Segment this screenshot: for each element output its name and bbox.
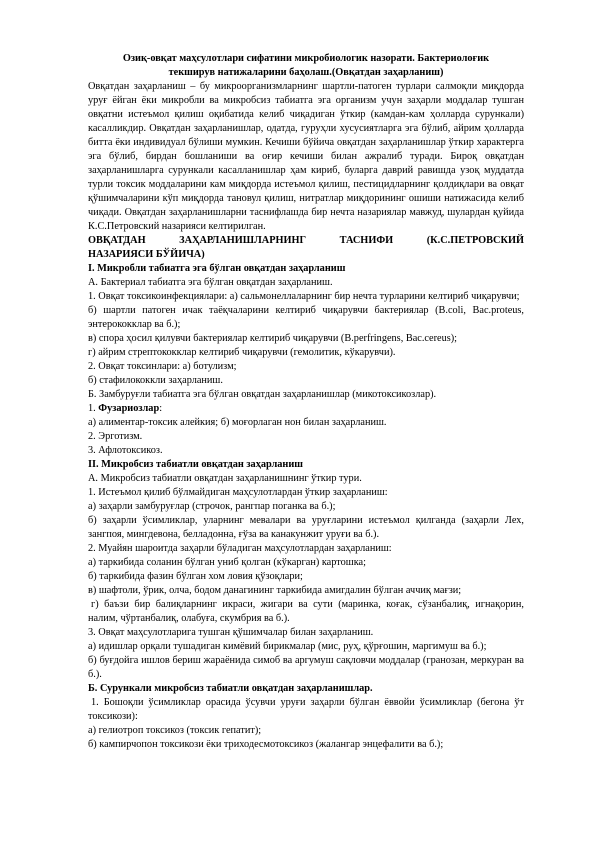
heading-word-4: (К.С.ПЕТРОВСКИЙ [426, 235, 524, 246]
section-2-item-1: 1. Истеъмол қилиб бўлмайдиган маҳсулотлардан ўткир заҳарланиш: [88, 487, 388, 498]
section-2-b: Б. Сурункали микробсиз табиатли овқатдан заҳарланишлар. [88, 683, 373, 694]
section-2-b-item-1: 1. Бошоқли ўсимликлар орасида ўсувчи уруғи заҳарли бўлган ёввойи ўсимликлар (бегона ўт токсикози): [88, 697, 524, 722]
section-1-item-1b: б) шартли патоген ичак таёқчаларини келтириб чиқарувчи бактериялар (B.coli, Bac.proteus, энтерококклар ва б.); [88, 305, 524, 330]
fusariosis-suffix: : [159, 403, 163, 414]
section-1-item-2: 2. Овқат токсинлари: а) ботулизм; [88, 361, 237, 372]
section-1-b-item-1a: а) алиментар-токсик алейкия; б) моғорлаган нон билан заҳарланиш. [88, 417, 387, 428]
section-2-item-2b: б) таркибида фазин бўлган хом ловия қўзоқлари; [88, 571, 303, 582]
section-1-b-item-2: 2. Эрготизм. [88, 431, 143, 442]
section-2-item-3a: а) идишлар орқали тушадиган кимёвий бирикмалар (мис, руҳ, қўрғошин, маргимуш ва б.); [88, 641, 487, 652]
section-1-item-1c: в) спора ҳосил қилувчи бактериялар келтириб чиқарувчи (B.perfringens, Bac.cereus); [88, 333, 458, 344]
fusariosis-label: Фузариозлар [98, 403, 160, 414]
section-1-title: I. Микробли табиатга эга бўлган овқатдан заҳарланиш [88, 263, 346, 274]
classification-heading [88, 234, 524, 248]
section-1-a: А. Бактериал табиатга эга бўлган овқатдан заҳарланиш. [88, 277, 333, 288]
intro-paragraph: Овқатдан заҳарланиш – бу микроорганизмларнинг шартли-патоген турлари салмоқли миқдорда уруғ ёйган ёки микробли ва микробсиз табиатга эга организм учун заҳарли моддалар тушган овқатни истеъмол қилиш оқибатида келиб чиқадиган ўткир (камдан-кам ҳолларда сурункали) касалликдир. Овқатдан заҳарланишлар, одатда, гуруҳли хусусиятларга эга бўлиб, айрим ҳолларда битта ёки индивидуал бўлиши мумкин. Кечиши бўйича овқатдан заҳарланишлар ўткир характерга эга бўлиб, бирдан бошланиши ва оғир кечиши билан ажралиб туради. Бироқ овқатдан заҳарланишларга сурункали касалланишлар ҳам кириб, буларга даврий равишда узоқ муддатда турли токсик моддаларини кам миқдорда истеъмол қилиш, пестицидларнинг қолдиқлари ва овқат қўшимчаларини кўп миқдорда тановул қилиш, нитратлар миқдорининг ошиши натижасида келиб чиқади. Овқатдан заҳарланишларни таснифлашда бир нечта назариялар мавжуд, шулардан қуйида К.С.Петровский назарияси келтирилган. [88, 81, 524, 232]
section-1-item-2b: б) стафилококкли заҳарланиш. [88, 375, 223, 386]
section-2-item-3b: б) буғдойга ишлов бериш жараёнида симоб ва аргумуш сақловчи моддалар (гранозан, меркуран ва б.). [88, 655, 524, 680]
heading-word-2: ЗАҲАРЛАНИШЛАРНИНГ [179, 235, 307, 246]
title-line-1: Озиқ-овқат маҳсулотлари сифатини микробиологик назорати. Бактериолоғик [122, 53, 490, 64]
classification-heading-line-2: НАЗАРИЯСИ БЎЙИЧА) [88, 249, 205, 260]
section-2-item-2a: а) таркибида соланин бўлган униб қолган (кўкарган) картошка; [88, 557, 366, 568]
section-2-item-3: 3. Овқат маҳсулотларига тушган қўшимчалар билан заҳарланиш. [88, 627, 374, 638]
section-2-title: II. Микробсиз табиатли овқатдан заҳарланиш [88, 459, 303, 470]
section-2-item-1b: б) заҳарли ўсимликлар, уларнинг мевалари ва уруғларини истеъмол қилганда (заҳарли Лех, зангпоя, мингдевона, белладонна, ғўза ва канакунжит уруғи ва б.). [88, 515, 524, 540]
fusariosis-prefix: 1. [88, 403, 99, 414]
section-1-item-1: 1. Овқат токсикоинфекциялари: а) сальмонеллаларнинг бир нечта турларини келтириб чиқарувчи; [88, 291, 520, 302]
section-2-item-1a: а) заҳарли замбуруғлар (строчок, рангпар поганка ва б.); [88, 501, 336, 512]
section-2-b-item-1a: а) гелиотроп токсикоз (токсик гепатит); [88, 725, 262, 736]
section-1-item-1d: г) айрим стрептококклар келтириб чиқарувчи (гемолитик, кўкарувчи). [88, 347, 396, 358]
section-1-b: Б. Замбуруғли табиатга эга бўлган овқатдан заҳарланишлар (микотоксикозлар). [88, 389, 437, 400]
section-1-b-item-1 [88, 402, 524, 416]
document-title [88, 52, 524, 80]
section-1-b-item-3: 3. Афлотоксикоз. [88, 445, 163, 456]
heading-word-1: ОВҚАТДАН [88, 235, 146, 246]
section-2-item-2d: г) баъзи бир балиқларнинг икраси, жигари ва сути (маринка, коғак, сўзанбалиқ, игнақорин, налим, чўртанбалиқ, олабуға, скумбрия ва б.). [88, 599, 524, 624]
document-page [88, 52, 524, 752]
title-line-2: текширув натижаларини баҳолаш.(Овқатдан заҳарланиш) [168, 67, 444, 78]
heading-word-3: ТАСНИФИ [339, 235, 394, 246]
section-2-item-2: 2. Муайян шароитда заҳарли бўладиган маҳсулотлардан заҳарланиш: [88, 543, 392, 554]
section-2-item-2c: в) шафтоли, ўрик, олча, бодом данагининг таркибида амигдалин бўлган аччиқ мағзи; [88, 585, 462, 596]
section-2-b-item-1b: б) кампирчопон токсикози ёки триходесмотоксикоз (жалангар энцефалити ва б.); [88, 739, 444, 750]
section-2-a: А. Микробсиз табиатли овқатдан заҳарланишнинг ўткир тури. [88, 473, 362, 484]
